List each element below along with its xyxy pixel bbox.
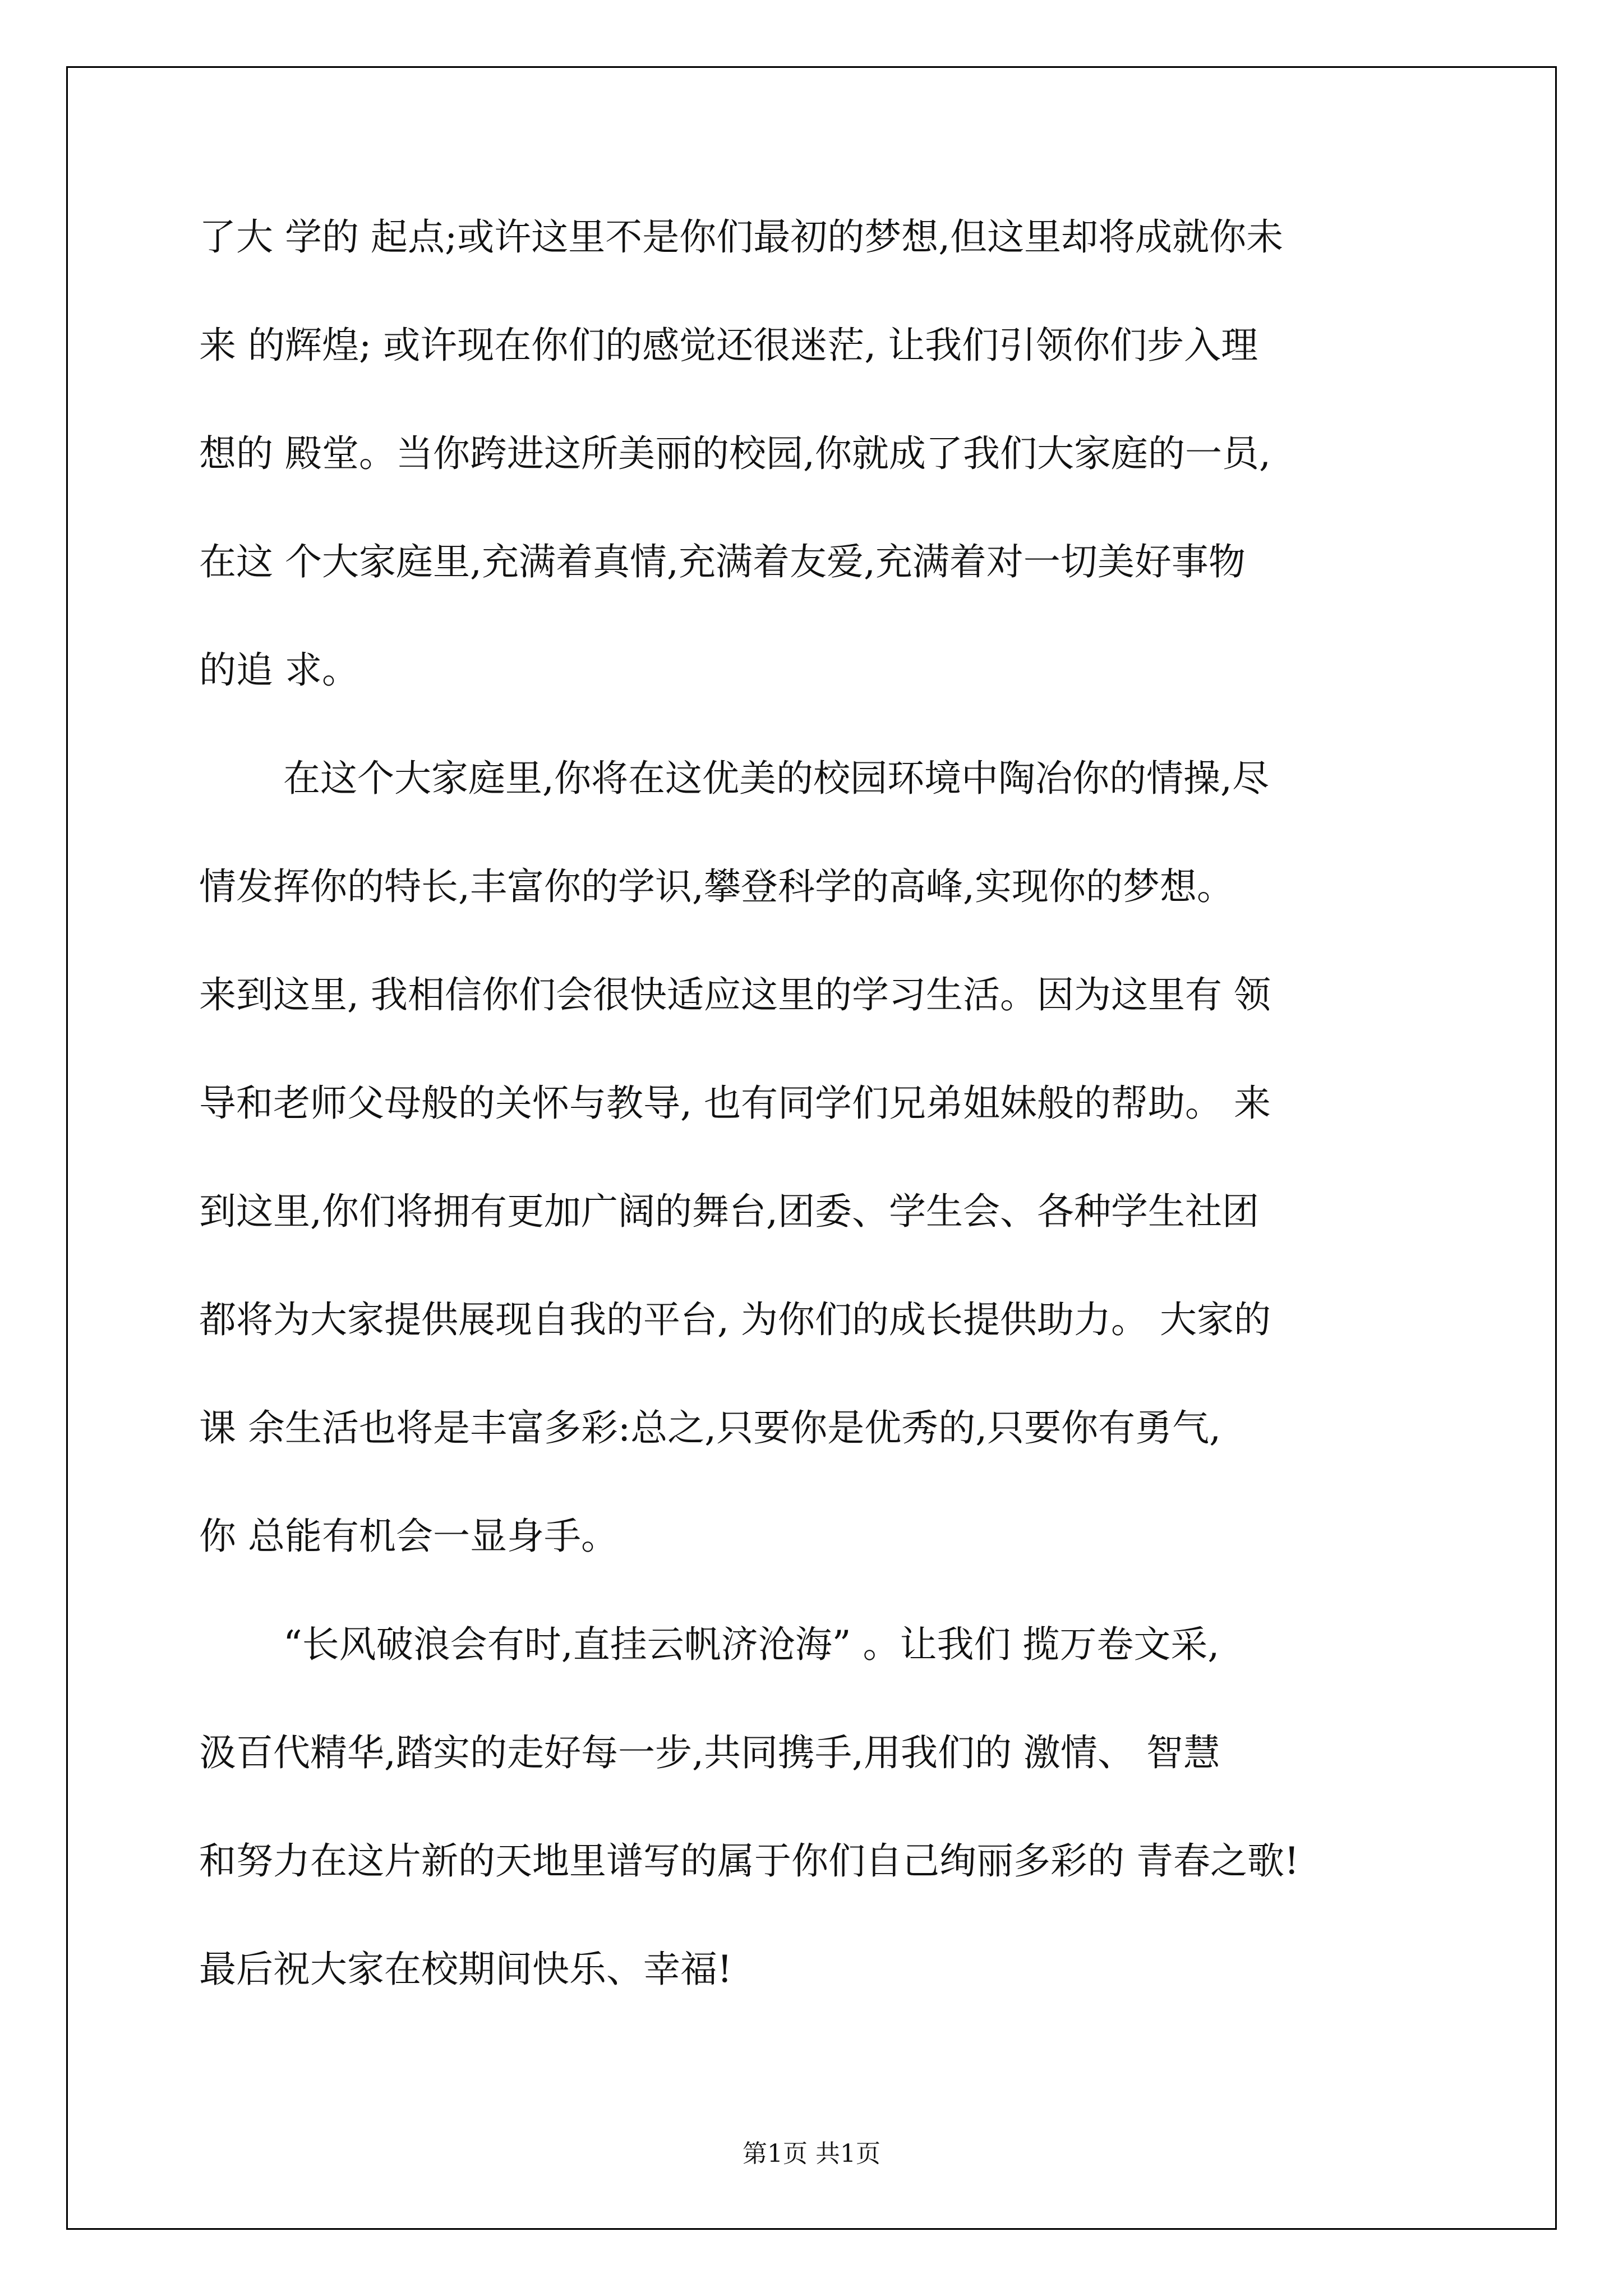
body-line: 都将为大家提供展现自我的平台, 为你们的成长提供助力。 大家的 — [199, 1298, 1271, 1341]
body-line: 课 余生活也将是丰富多彩:总之,只要你是优秀的,只要你有勇气, — [199, 1406, 1221, 1450]
body-line: 你 总能有机会一显身手。 — [199, 1515, 618, 1558]
body-line: 和努力在这片新的天地里谱写的属于你们自己绚丽多彩的 青春之歌! — [199, 1839, 1299, 1883]
page-number-footer: 第1页 共1页 — [743, 2139, 880, 2168]
body-line: 导和老师父母般的关怀与教导, 也有同学们兄弟姐妹般的帮助。 来 — [199, 1082, 1271, 1125]
body-line: 在这 个大家庭里,充满着真情,充满着友爱,充满着对一切美好事物 — [199, 540, 1246, 583]
body-line: 来 的辉煌; 或许现在你们的感觉还很迷茫, 让我们引领你们步入理 — [199, 324, 1258, 367]
body-line: 想的 殿堂。当你跨进这所美丽的校园,你就成了我们大家庭的一员, — [199, 432, 1271, 475]
paragraph-first-line: “长风破浪会有时,直挂云帆济沧海” 。让我们 揽万卷文采, — [283, 1623, 1220, 1666]
document-body — [199, 215, 1427, 2059]
body-line: 的追 求。 — [199, 648, 359, 692]
paragraph-first-line: 在这个大家庭里,你将在这优美的校园环境中陶冶你的情操,尽 — [283, 757, 1269, 800]
body-line: 到这里,你们将拥有更加广阔的舞台,团委、学生会、各种学生社团 — [199, 1190, 1259, 1233]
body-line: 汲百代精华,踏实的走好每一步,共同携手,用我们的 激情、 智慧 — [199, 1731, 1220, 1774]
body-line: 了大 学的 起点;或许这里不是你们最初的梦想,但这里却将成就你未 — [199, 215, 1284, 259]
body-line: 最后祝大家在校期间快乐、幸福! — [199, 1948, 732, 1991]
body-line: 情发挥你的特长,丰富你的学识,攀登科学的高峰,实现你的梦想。 — [199, 865, 1234, 908]
body-line: 来到这里, 我相信你们会很快适应这里的学习生活。因为这里有 领 — [199, 973, 1271, 1016]
